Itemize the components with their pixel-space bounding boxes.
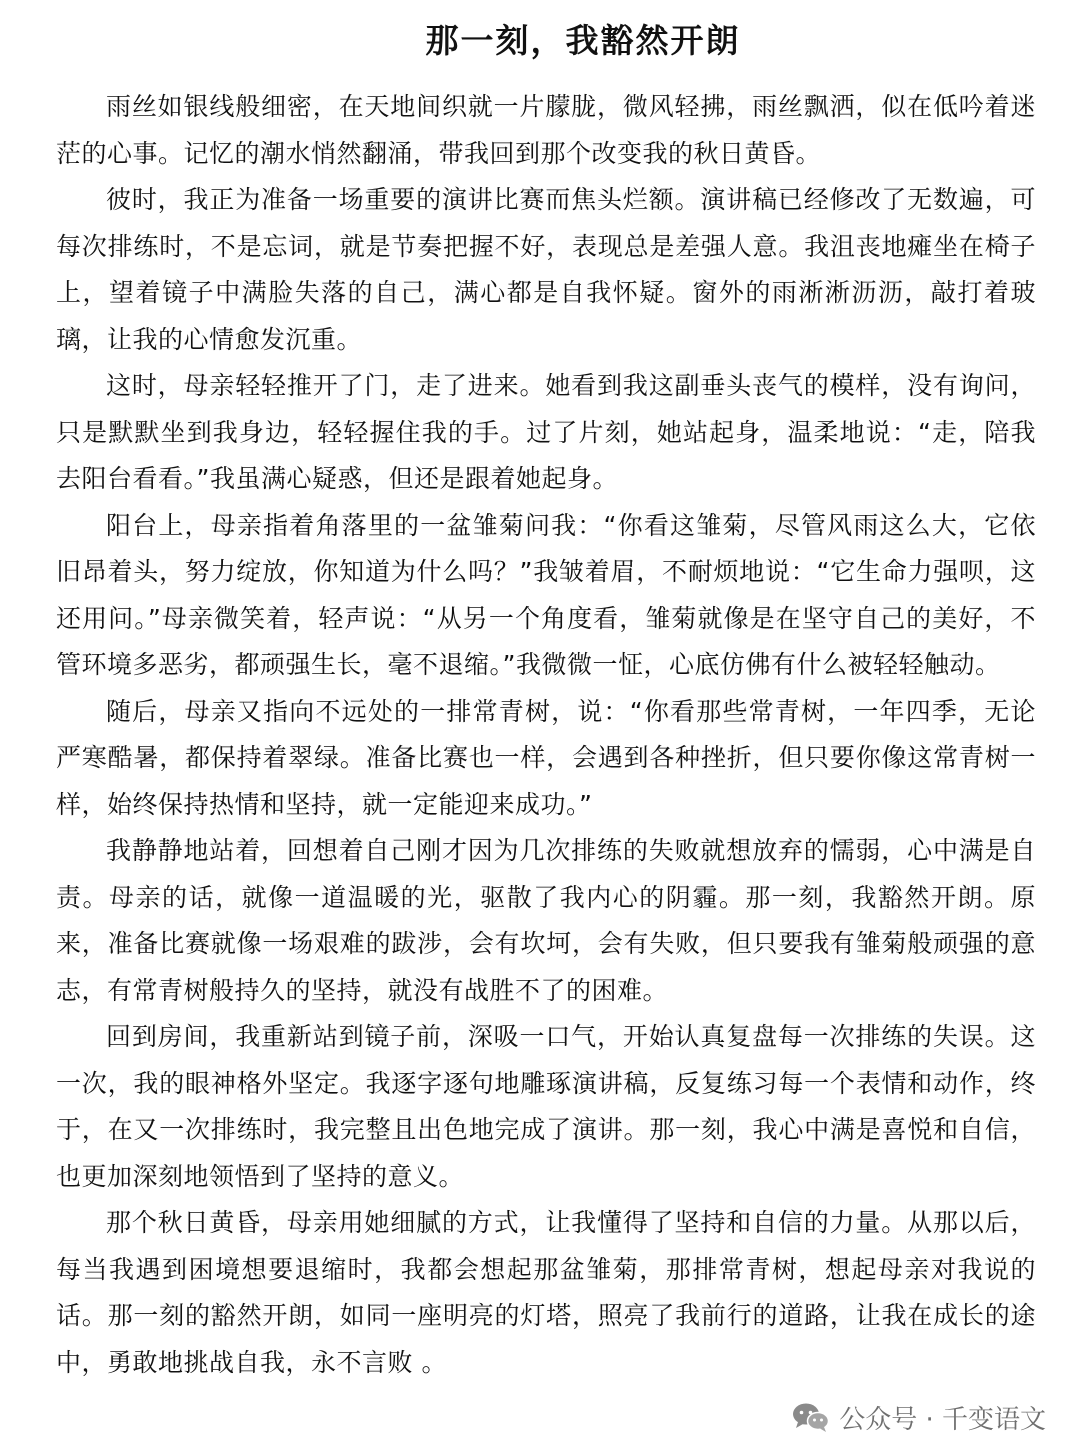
paragraph-6: 我静静地站着，回想着自己刚才因为几次排练的失败就想放弃的懦弱，心中满是自责。母亲的话，就像一道温暖的光，驱散了我内心的阴霾。那一刻，我豁然开朗。原来，准备比赛就像一场艰难的跋涉，会有坎坷，会有失败，但只要我有雏菊般顽强的意志，有常青树般持久的坚持，就没有战胜不了的困难。 [56,836,1036,1005]
paragraph-2: 彼时，我正为准备一场重要的演讲比赛而焦头烂额。演讲稿已经修改了无数遍，可每次排练时，不是忘词，就是节奏把握不好，表现总是差强人意。我沮丧地瘫坐在椅子上，望着镜子中满脸失落的自己，满心都是自我怀疑。窗外的雨淅淅沥沥，敲打着玻璃，让我的心情愈发沉重。 [56,185,1036,354]
article-title: 那一刻，我豁然开朗 [425,21,741,60]
article-body [56,84,1036,1386]
paragraph-5: 随后，母亲又指向不远处的一排常青树，说：“你看那些常青树，一年四季，无论严寒酷暑，都保持着翠绿。准备比赛也一样，会遇到各种挫折，但只要你像这常青树一样，始终保持热情和坚持，就一定能迎来成功。” [56,696,1036,819]
paragraph-8: 那个秋日黄昏，母亲用她细腻的方式，让我懂得了坚持和自信的力量。从那以后，每当我遇到困境想要退缩时，我都会想起那盆雏菊，那排常青树，想起母亲对我说的话。那一刻的豁然开朗，如同一座明亮的灯塔，照亮了我前行的道路，让我在成长的途中，勇敢地挑战自我，永不言败 。 [56,1208,1036,1377]
paragraph-4: 阳台上，母亲指着角落里的一盆雏菊问我：“你看这雏菊，尽管风雨这么大，它依旧昂着头，努力绽放，你知道为什么吗？”我皱着眉，不耐烦地说：“它生命力强呗，这还用问。”母亲微笑着，轻声说：“从另一个角度看，雏菊就像是在坚守自己的美好，不管环境多恶劣，都顽强生长，毫不退缩。”我微微一怔，心底仿佛有什么被轻轻触动。 [56,510,1036,679]
paragraph-3: 这时，母亲轻轻推开了门，走了进来。她看到我这副垂头丧气的模样，没有询问，只是默默坐到我身边，轻轻握住我的手。过了片刻，她站起身，温柔地说：“走，陪我去阳台看看。”我虽满心疑惑，但还是跟着她起身。 [56,371,1036,493]
watermark [791,1399,1046,1435]
wechat-icon [791,1401,831,1433]
watermark-text: 公众号 · 千变语文 [839,1404,1046,1435]
paragraph-1: 雨丝如银线般细密，在天地间织就一片朦胧，微风轻拂，雨丝飘洒，似在低吟着迷茫的心事。记忆的潮水悄然翻涌，带我回到那个改变我的秋日黄昏。 [56,92,1036,168]
paragraph-7: 回到房间，我重新站到镜子前，深吸一口气，开始认真复盘每一次排练的失误。这一次，我的眼神格外坚定。我逐字逐句地雕琢演讲稿，反复练习每一个表情和动作，终于，在又一次排练时，我完整且出色地完成了演讲。那一刻，我心中满是喜悦和自信，也更加深刻地领悟到了坚持的意义。 [56,1022,1036,1191]
